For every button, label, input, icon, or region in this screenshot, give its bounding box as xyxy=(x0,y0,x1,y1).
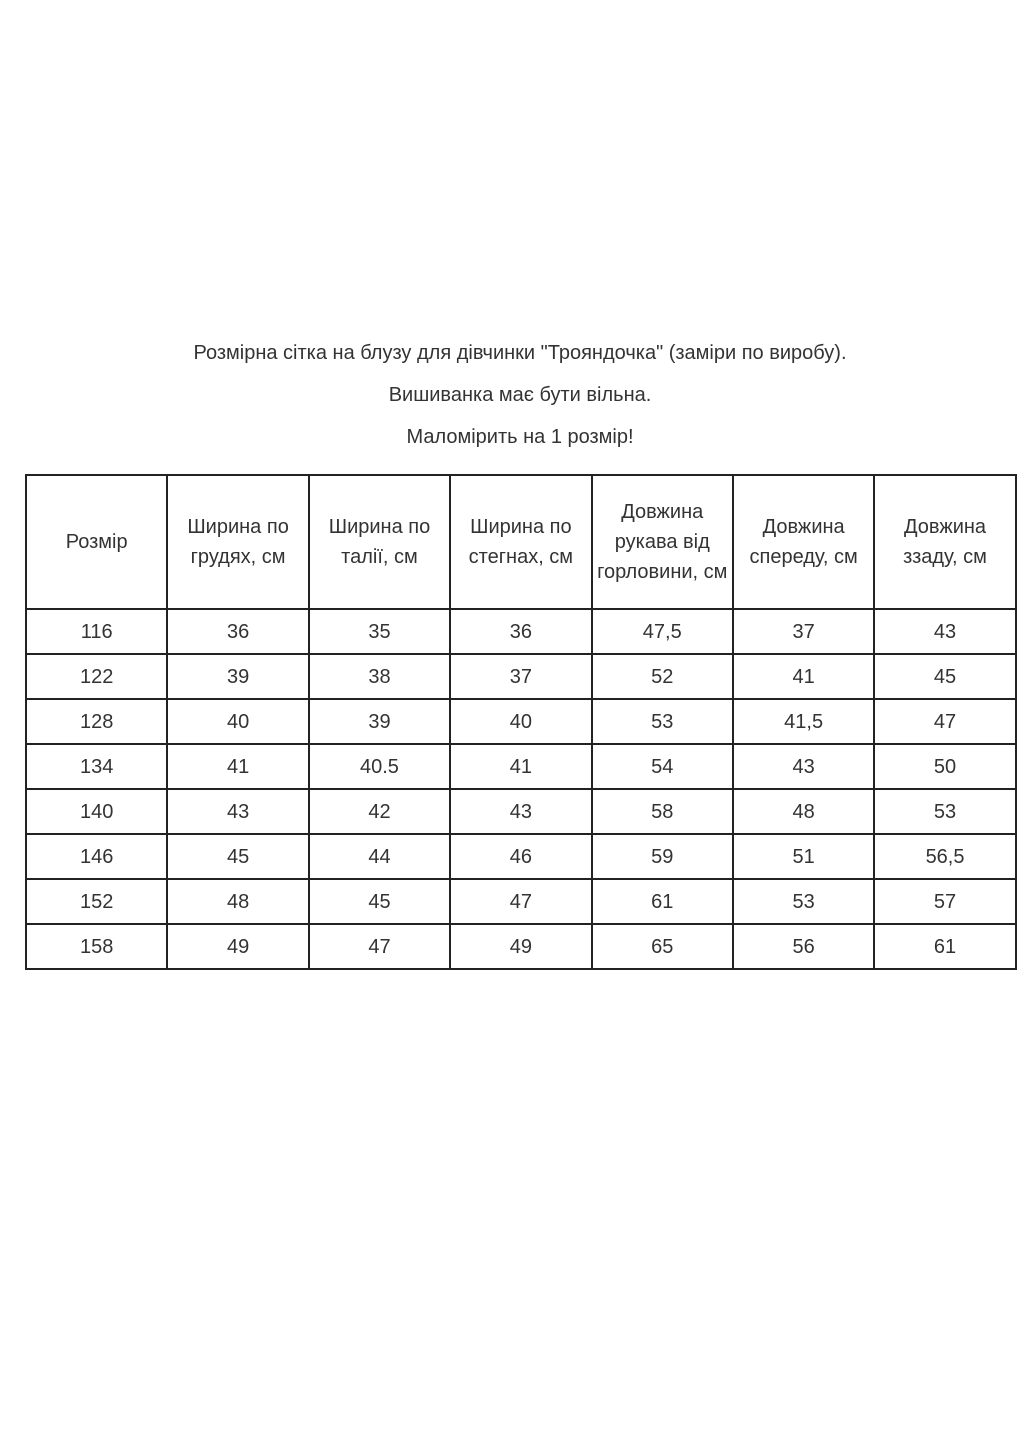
size-chart-intro xyxy=(0,343,1035,469)
header-chest-width: Ширина по грудях, см xyxy=(167,475,308,609)
cell-back-length: 56,5 xyxy=(874,834,1015,879)
cell-waist-width: 44 xyxy=(309,834,450,879)
header-hip-width: Ширина по стегнах, см xyxy=(450,475,591,609)
table-row xyxy=(26,654,1016,699)
table-row xyxy=(26,744,1016,789)
cell-back-length: 53 xyxy=(874,789,1015,834)
cell-waist-width: 40.5 xyxy=(309,744,450,789)
table-row xyxy=(26,924,1016,969)
header-size: Розмір xyxy=(26,475,167,609)
header-front-length: Довжина спереду, см xyxy=(733,475,874,609)
cell-chest-width: 39 xyxy=(167,654,308,699)
cell-size: 134 xyxy=(26,744,167,789)
header-back-length: Довжина ззаду, см xyxy=(874,475,1015,609)
cell-sleeve-length: 47,5 xyxy=(592,609,733,654)
cell-back-length: 45 xyxy=(874,654,1015,699)
cell-chest-width: 36 xyxy=(167,609,308,654)
cell-hip-width: 37 xyxy=(450,654,591,699)
cell-sleeve-length: 59 xyxy=(592,834,733,879)
cell-size: 116 xyxy=(26,609,167,654)
cell-front-length: 43 xyxy=(733,744,874,789)
cell-sleeve-length: 58 xyxy=(592,789,733,834)
cell-hip-width: 36 xyxy=(450,609,591,654)
cell-hip-width: 41 xyxy=(450,744,591,789)
cell-sleeve-length: 61 xyxy=(592,879,733,924)
cell-front-length: 41 xyxy=(733,654,874,699)
cell-back-length: 43 xyxy=(874,609,1015,654)
cell-chest-width: 48 xyxy=(167,879,308,924)
cell-size: 146 xyxy=(26,834,167,879)
cell-hip-width: 43 xyxy=(450,789,591,834)
cell-size: 122 xyxy=(26,654,167,699)
cell-waist-width: 45 xyxy=(309,879,450,924)
cell-chest-width: 41 xyxy=(167,744,308,789)
table-row xyxy=(26,609,1016,654)
cell-chest-width: 40 xyxy=(167,699,308,744)
cell-front-length: 56 xyxy=(733,924,874,969)
cell-sleeve-length: 53 xyxy=(592,699,733,744)
header-waist-width: Ширина по талії, см xyxy=(309,475,450,609)
size-chart-title: Розмірна сітка на блузу для дівчинки "Трояндочка" (заміри по виробу). xyxy=(193,342,847,364)
cell-waist-width: 47 xyxy=(309,924,450,969)
header-sleeve-length: Довжина рукава від горловини, см xyxy=(592,475,733,609)
cell-back-length: 47 xyxy=(874,699,1015,744)
cell-front-length: 48 xyxy=(733,789,874,834)
cell-waist-width: 38 xyxy=(309,654,450,699)
fit-note: Вишиванка має бути вільна. xyxy=(388,384,652,406)
cell-size: 140 xyxy=(26,789,167,834)
table-row xyxy=(26,699,1016,744)
cell-waist-width: 35 xyxy=(309,609,450,654)
cell-back-length: 57 xyxy=(874,879,1015,924)
cell-sleeve-length: 52 xyxy=(592,654,733,699)
cell-front-length: 51 xyxy=(733,834,874,879)
cell-front-length: 41,5 xyxy=(733,699,874,744)
cell-hip-width: 49 xyxy=(450,924,591,969)
table-row xyxy=(26,834,1016,879)
cell-waist-width: 39 xyxy=(309,699,450,744)
cell-size: 152 xyxy=(26,879,167,924)
cell-back-length: 61 xyxy=(874,924,1015,969)
cell-hip-width: 40 xyxy=(450,699,591,744)
cell-sleeve-length: 54 xyxy=(592,744,733,789)
cell-chest-width: 49 xyxy=(167,924,308,969)
sizing-warning: Маломірить на 1 розмір! xyxy=(406,426,634,448)
cell-waist-width: 42 xyxy=(309,789,450,834)
cell-hip-width: 46 xyxy=(450,834,591,879)
cell-chest-width: 45 xyxy=(167,834,308,879)
table-row xyxy=(26,789,1016,834)
cell-front-length: 37 xyxy=(733,609,874,654)
size-table xyxy=(25,474,1017,970)
cell-chest-width: 43 xyxy=(167,789,308,834)
cell-hip-width: 47 xyxy=(450,879,591,924)
table-row xyxy=(26,879,1016,924)
cell-size: 128 xyxy=(26,699,167,744)
table-body xyxy=(26,609,1016,969)
table-header-row xyxy=(26,475,1016,609)
cell-size: 158 xyxy=(26,924,167,969)
cell-sleeve-length: 65 xyxy=(592,924,733,969)
cell-back-length: 50 xyxy=(874,744,1015,789)
cell-front-length: 53 xyxy=(733,879,874,924)
